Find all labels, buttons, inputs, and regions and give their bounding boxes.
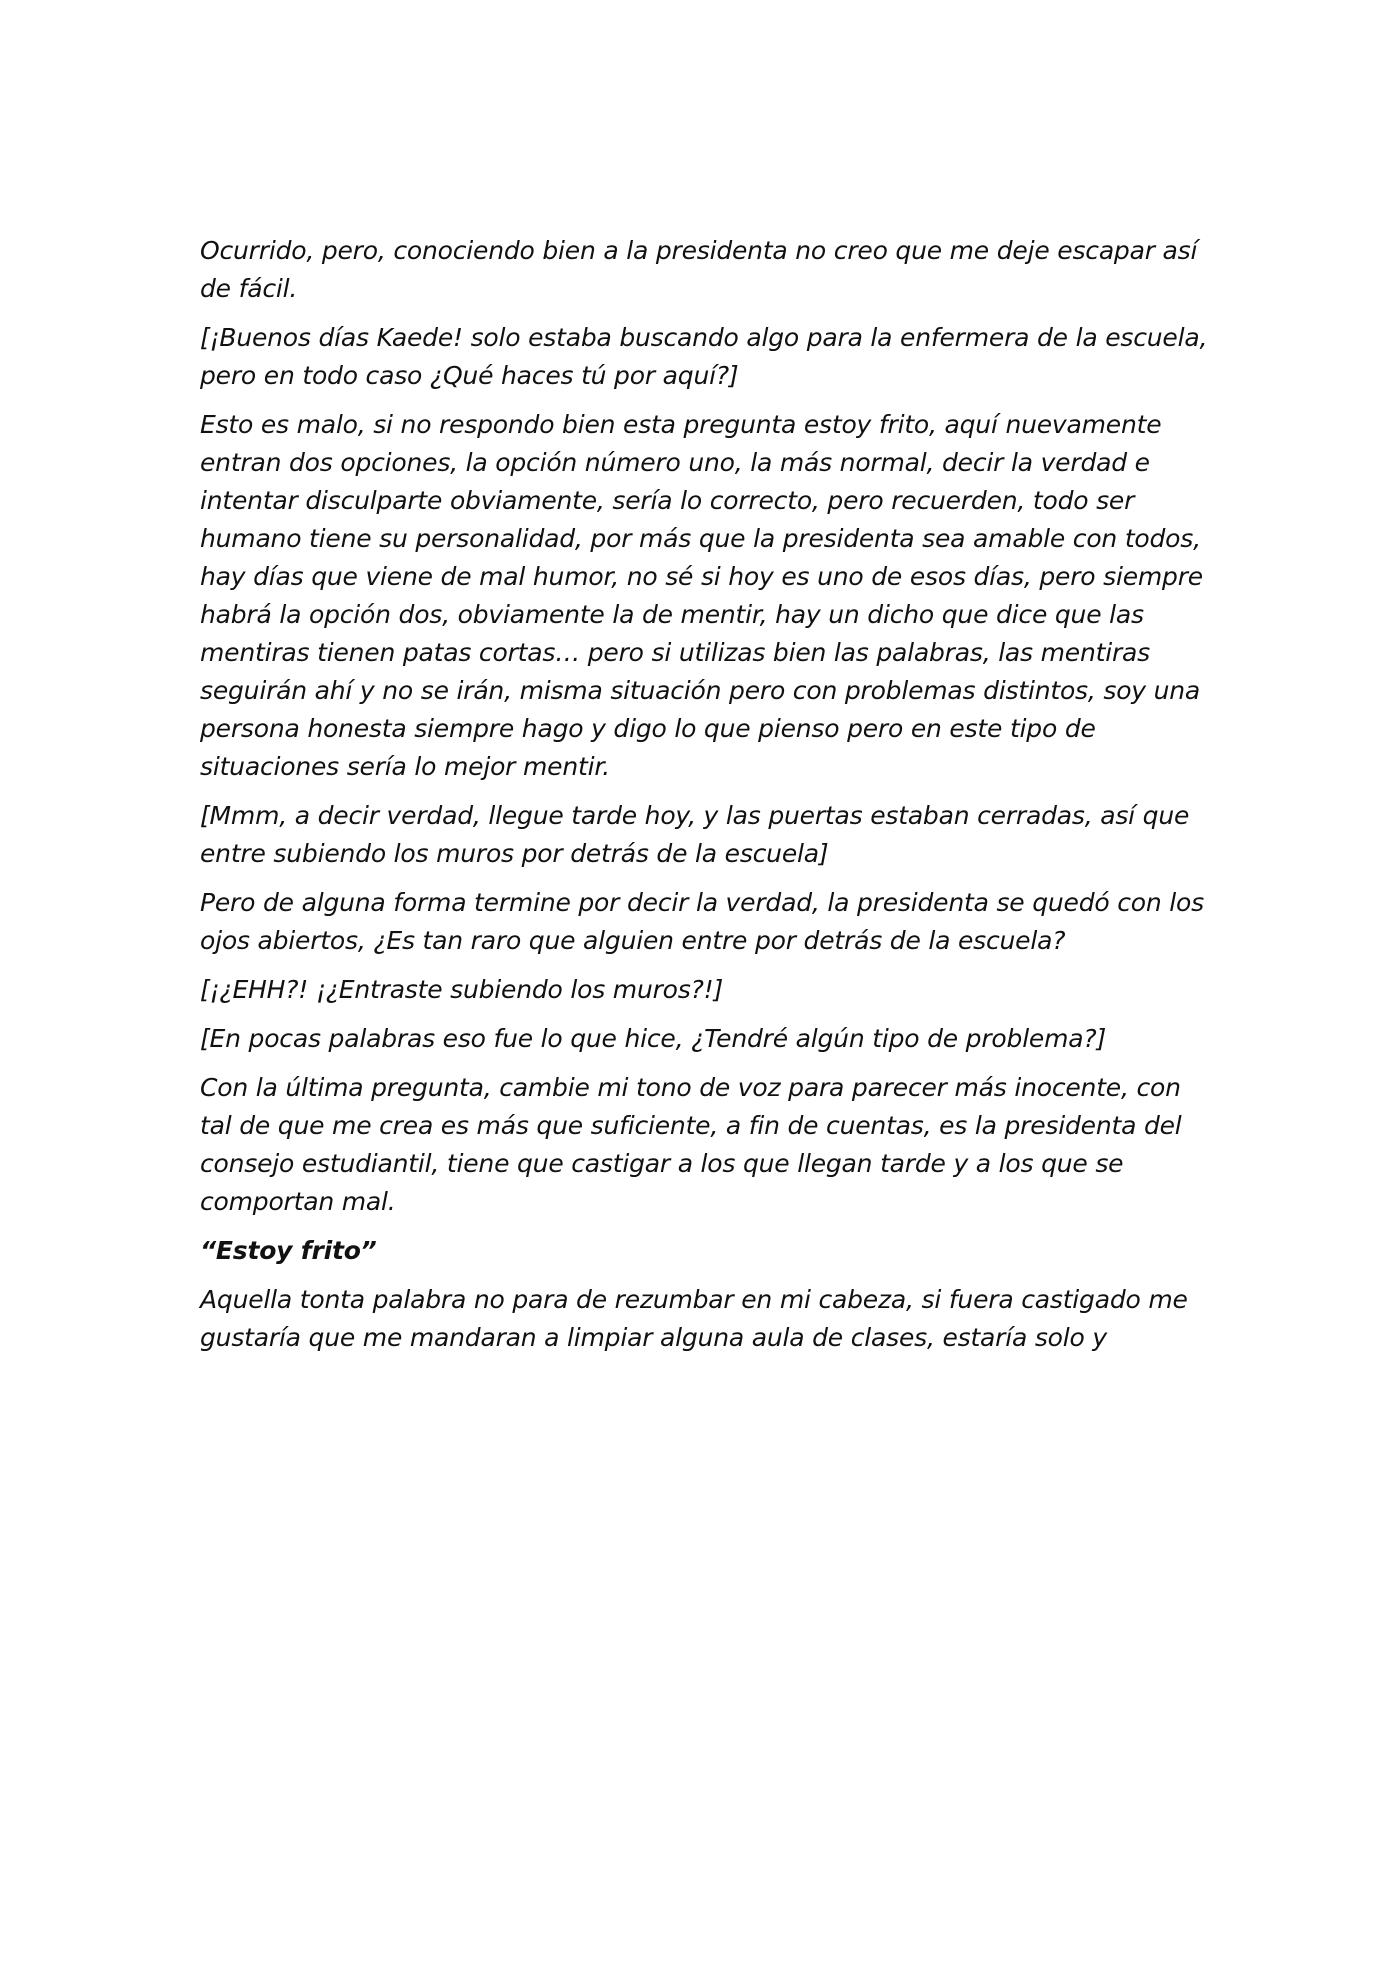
paragraph-10: Aquella tonta palabra no para de rezumbar en mi cabeza, si fuera castigado me gustaría que me mandaran a limpiar alguna aula de clases, estaría solo y bbox=[200, 1285, 1188, 1352]
paragraph-7: [En pocas palabras eso fue lo que hice, ¿Tendré algún tipo de problema?] bbox=[200, 1024, 1107, 1053]
paragraph-1: Ocurrido, pero, conociendo bien a la presidenta no creo que me deje escapar así de fácil. bbox=[200, 236, 1198, 303]
page-body-text bbox=[200, 232, 1210, 1368]
paragraph-3: Esto es malo, si no respondo bien esta pregunta estoy frito, aquí nuevamente entran dos opciones, la opción número uno, la más normal, decir la verdad e intentar disculparte obviamente, sería lo correcto, pero recuerden, todo ser humano tiene su personalidad, por más que la presidenta sea amable con todos, hay días que viene de mal humor, no sé si hoy es uno de esos días, pero siempre habrá la opción dos, obviamente la de mentir, hay un dicho que dice que las mentiras tienen patas cortas… pero si utilizas bien las palabras, las mentiras seguirán ahí y no se irán, misma situación pero con problemas distintos, soy una persona honesta siempre hago y digo lo que pienso pero en este tipo de situaciones sería lo mejor mentir. bbox=[200, 410, 1203, 781]
paragraph-4: [Mmm, a decir verdad, llegue tarde hoy, y las puertas estaban cerradas, así que entre subiendo los muros por detrás de la escuela] bbox=[200, 801, 1190, 868]
paragraph-2: [¡Buenos días Kaede! solo estaba buscando algo para la enfermera de la escuela, pero en todo caso ¿Qué haces tú por aquí?] bbox=[200, 323, 1208, 390]
paragraph-5: Pero de alguna forma termine por decir la verdad, la presidenta se quedó con los ojos abiertos, ¿Es tan raro que alguien entre por detrás de la escuela? bbox=[200, 888, 1204, 955]
paragraph-8: Con la última pregunta, cambie mi tono de voz para parecer más inocente, con tal de que me crea es más que suficiente, a fin de cuentas, es la presidenta del consejo estudiantil, tiene que castigar a los que llegan tarde y a los que se comportan mal. bbox=[200, 1073, 1182, 1216]
paragraph-9-bold-heading: “Estoy frito” bbox=[200, 1236, 377, 1265]
paragraph-6: [¡¿EHH?! ¡¿Entraste subiendo los muros?!] bbox=[200, 975, 724, 1004]
